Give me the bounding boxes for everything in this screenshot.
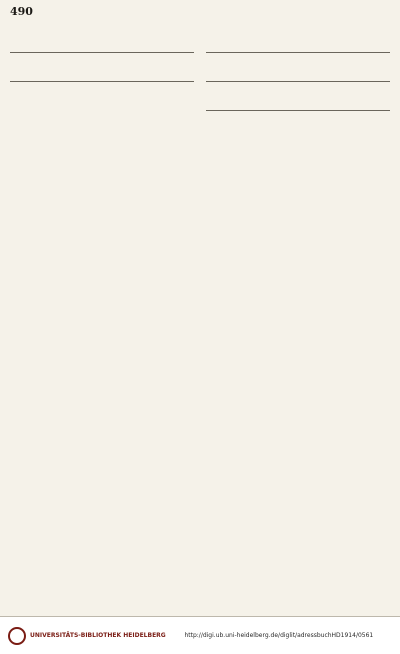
law-faculty-heading bbox=[10, 29, 194, 37]
page-number: 490 bbox=[10, 5, 33, 18]
science-faculty-text bbox=[206, 39, 390, 47]
digitization-footer bbox=[0, 616, 400, 654]
medicine-faculty-text bbox=[10, 68, 194, 76]
left-column bbox=[10, 16, 194, 108]
university-library-text bbox=[206, 126, 390, 134]
library-logo-text: UNIVERSITÄTS-BIBLIOTHEK HEIDELBERG bbox=[30, 632, 166, 639]
section-divider bbox=[10, 52, 194, 53]
section-divider bbox=[10, 81, 194, 82]
intro-text-block bbox=[206, 16, 390, 24]
section-divider bbox=[206, 81, 390, 82]
sports-text bbox=[206, 97, 390, 105]
law-faculty-text bbox=[10, 39, 194, 47]
university-library-heading bbox=[206, 116, 390, 124]
music-director-text bbox=[206, 68, 390, 76]
sports-heading bbox=[206, 87, 390, 95]
philosophy-faculty-heading bbox=[10, 87, 194, 95]
intro-text-block bbox=[10, 16, 194, 24]
section-divider bbox=[206, 52, 390, 53]
section-divider bbox=[206, 110, 390, 111]
philosophy-faculty-text bbox=[10, 97, 194, 105]
medicine-faculty-heading bbox=[10, 58, 194, 66]
seal-icon bbox=[8, 627, 26, 645]
source-url-link[interactable]: http://digi.ub.uni-heidelberg.de/diglit/adressbuchHD1914/0561 bbox=[184, 632, 374, 639]
library-logo bbox=[8, 627, 166, 645]
music-director-heading bbox=[206, 58, 390, 66]
right-column bbox=[206, 16, 390, 137]
science-faculty-heading bbox=[206, 29, 390, 37]
